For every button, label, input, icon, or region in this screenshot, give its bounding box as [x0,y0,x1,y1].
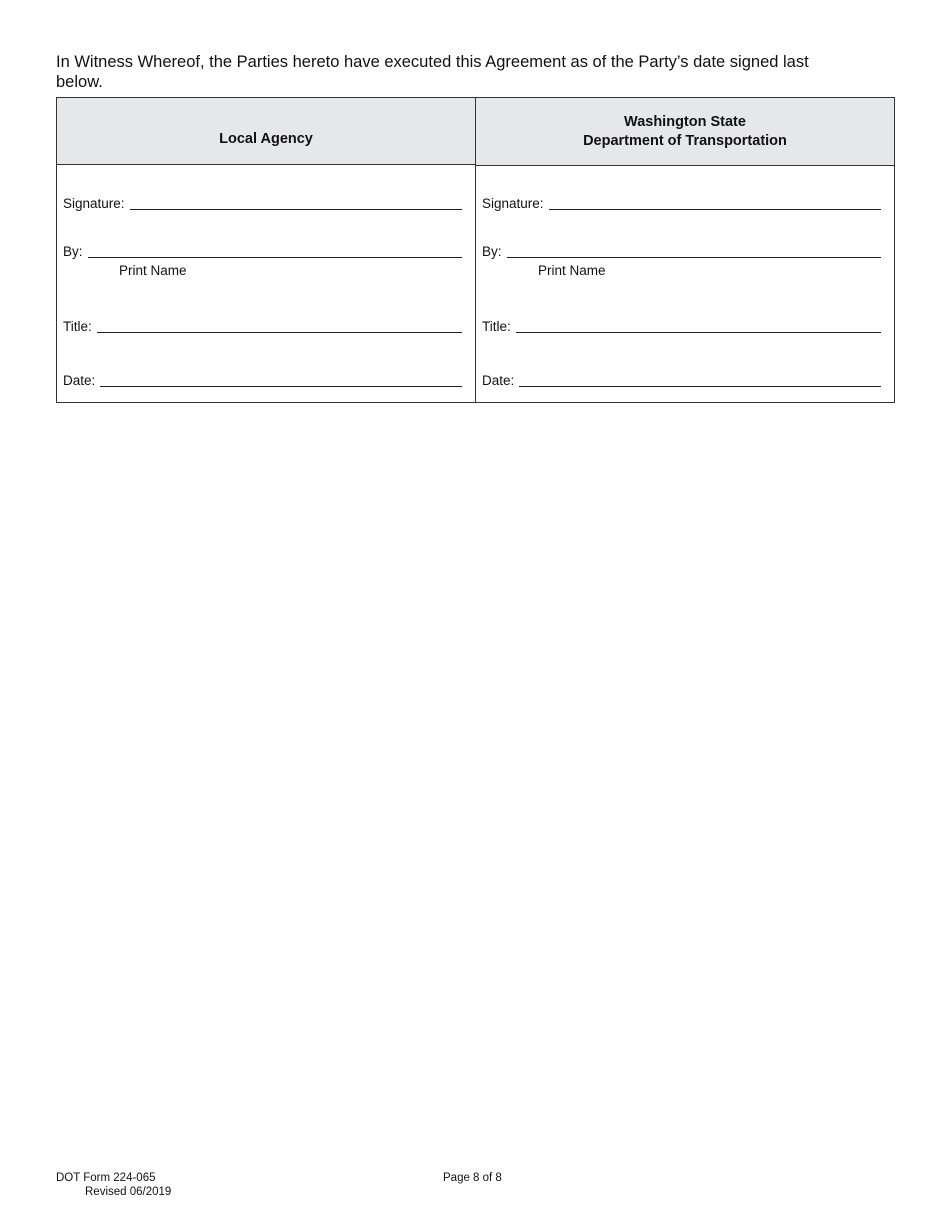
date-label: Date: [482,373,515,388]
print-name-label: Print Name [538,263,606,278]
print-name-label: Print Name [119,263,187,278]
page-number: Page 8 of 8 [443,1172,502,1184]
date-field[interactable] [63,372,462,388]
heading-line-2: Department of Transportation [583,132,787,149]
date-field[interactable] [482,372,881,388]
form-identifier [56,1171,171,1199]
heading-line-1: Washington State [624,113,746,130]
title-field[interactable] [482,318,881,334]
by-field[interactable] [482,243,881,259]
column-heading [476,98,894,166]
date-line[interactable] [519,372,881,387]
signature-field[interactable] [63,195,462,211]
by-field[interactable] [63,243,462,259]
revision-date: Revised 06/2019 [85,1186,172,1198]
signature-line[interactable] [549,195,881,210]
signature-label: Signature: [482,196,544,211]
signature-table [56,97,895,403]
form-number: DOT Form 224-065 [56,1172,156,1184]
heading-line-1: Local Agency [219,130,313,147]
column-heading [57,98,475,165]
date-label: Date: [63,373,96,388]
signature-label: Signature: [63,196,125,211]
wsdot-column [475,98,894,402]
title-label: Title: [482,319,511,334]
title-field[interactable] [63,318,462,334]
by-line[interactable] [88,243,462,258]
signature-field[interactable] [482,195,881,211]
date-line[interactable] [100,372,462,387]
by-label: By: [482,244,502,259]
title-line[interactable] [516,318,881,333]
by-line[interactable] [507,243,881,258]
by-label: By: [63,244,83,259]
intro-paragraph: In Witness Whereof, the Parties hereto have executed this Agreement as of the Party’s date signed last below. [56,53,809,91]
local-agency-column [57,98,475,402]
title-label: Title: [63,319,92,334]
signature-line[interactable] [130,195,462,210]
title-line[interactable] [97,318,462,333]
